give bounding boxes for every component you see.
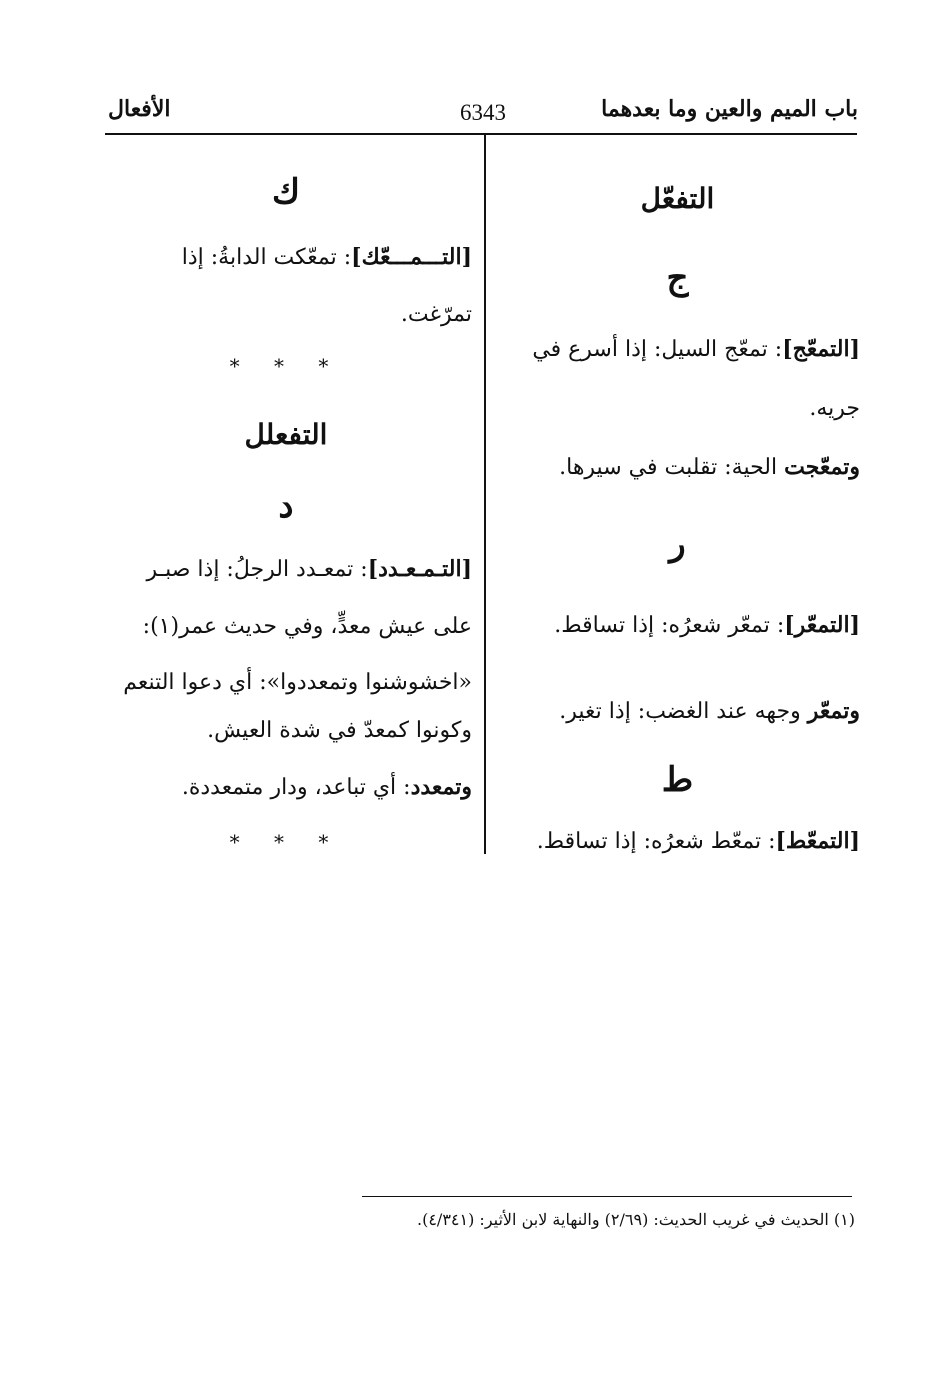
footnote-rule xyxy=(362,1196,852,1197)
entry-definition: الحية: تقلبت في سيرها. xyxy=(559,455,778,480)
entry-tamaada xyxy=(182,774,472,800)
entry-line: وكونوا كمعدّ في شدة العيش. xyxy=(207,718,472,743)
entry-line: على عيش معدٍّ، وفي حديث عمر(١): xyxy=(142,614,472,639)
letter-heading-jim: ج xyxy=(666,258,689,298)
entry-headword: [التـــمـــعّك] xyxy=(351,244,472,270)
letter-heading-ta: ط xyxy=(661,760,694,800)
entry-headword: وتمعدد xyxy=(410,774,472,800)
entry-headword: وتمعّر xyxy=(807,698,860,724)
chapter-title: باب الميم والعين وما بعدهما xyxy=(601,96,858,122)
entry-tamaar xyxy=(559,698,860,724)
column-divider xyxy=(484,134,486,854)
entry-definition: : تمعّج السيل: إذا أسرع في xyxy=(532,337,783,362)
letter-heading-kaf: ك xyxy=(271,172,301,212)
entry-line: «اخشوشنوا وتمعددوا»: أي دعوا التنعم xyxy=(123,670,472,695)
footnote: (١) الحديث في غريب الحديث: (٢/٦٩) والنهاية لابن الأثير: (٤/٣٤١). xyxy=(417,1210,855,1229)
entry-tamaut xyxy=(537,828,860,854)
entry-tamajjat xyxy=(559,454,860,480)
entry-definition: : تمعّط شعرُه: إذا تساقط. xyxy=(536,829,776,854)
entry-tamaur xyxy=(554,612,860,638)
section-separator: * * * xyxy=(229,830,343,854)
form-heading-tafaul: التفعّل xyxy=(640,182,715,215)
entry-definition: وجهه عند الغضب: إذا تغير. xyxy=(559,699,801,724)
entry-definition: : أي تباعد، ودار متمعددة. xyxy=(181,775,411,800)
section-separator: * * * xyxy=(229,354,343,378)
section-title: الأفعال xyxy=(108,96,171,122)
entry-headword: [التـمـعـدد] xyxy=(367,556,472,582)
entry-continuation: جريه. xyxy=(809,396,860,421)
entry-tamajju xyxy=(532,336,860,362)
letter-heading-ra: ر xyxy=(669,524,686,564)
form-heading-tafalul: التفعلل xyxy=(244,418,328,451)
entry-headword: [التمعّر] xyxy=(784,612,860,638)
entry-headword: [التمعّط] xyxy=(775,828,860,854)
entry-tamadud xyxy=(147,556,472,582)
letter-heading-dal: د xyxy=(278,486,294,526)
entry-tamaak xyxy=(182,244,472,270)
entry-definition: : تمعـدد الرجلُ: إذا صبـر xyxy=(146,557,368,582)
entry-continuation: تمرّغت. xyxy=(400,302,472,327)
page-number: 6343 xyxy=(460,100,506,125)
entry-headword: [التمعّج] xyxy=(782,336,860,362)
header-rule xyxy=(105,133,857,135)
entry-definition: : تمعّر شعرُه: إذا تساقط. xyxy=(554,613,785,638)
entry-headword: وتمعّجت xyxy=(784,454,860,480)
entry-definition: : تمعّكت الدابةُ: إذا xyxy=(181,245,352,270)
